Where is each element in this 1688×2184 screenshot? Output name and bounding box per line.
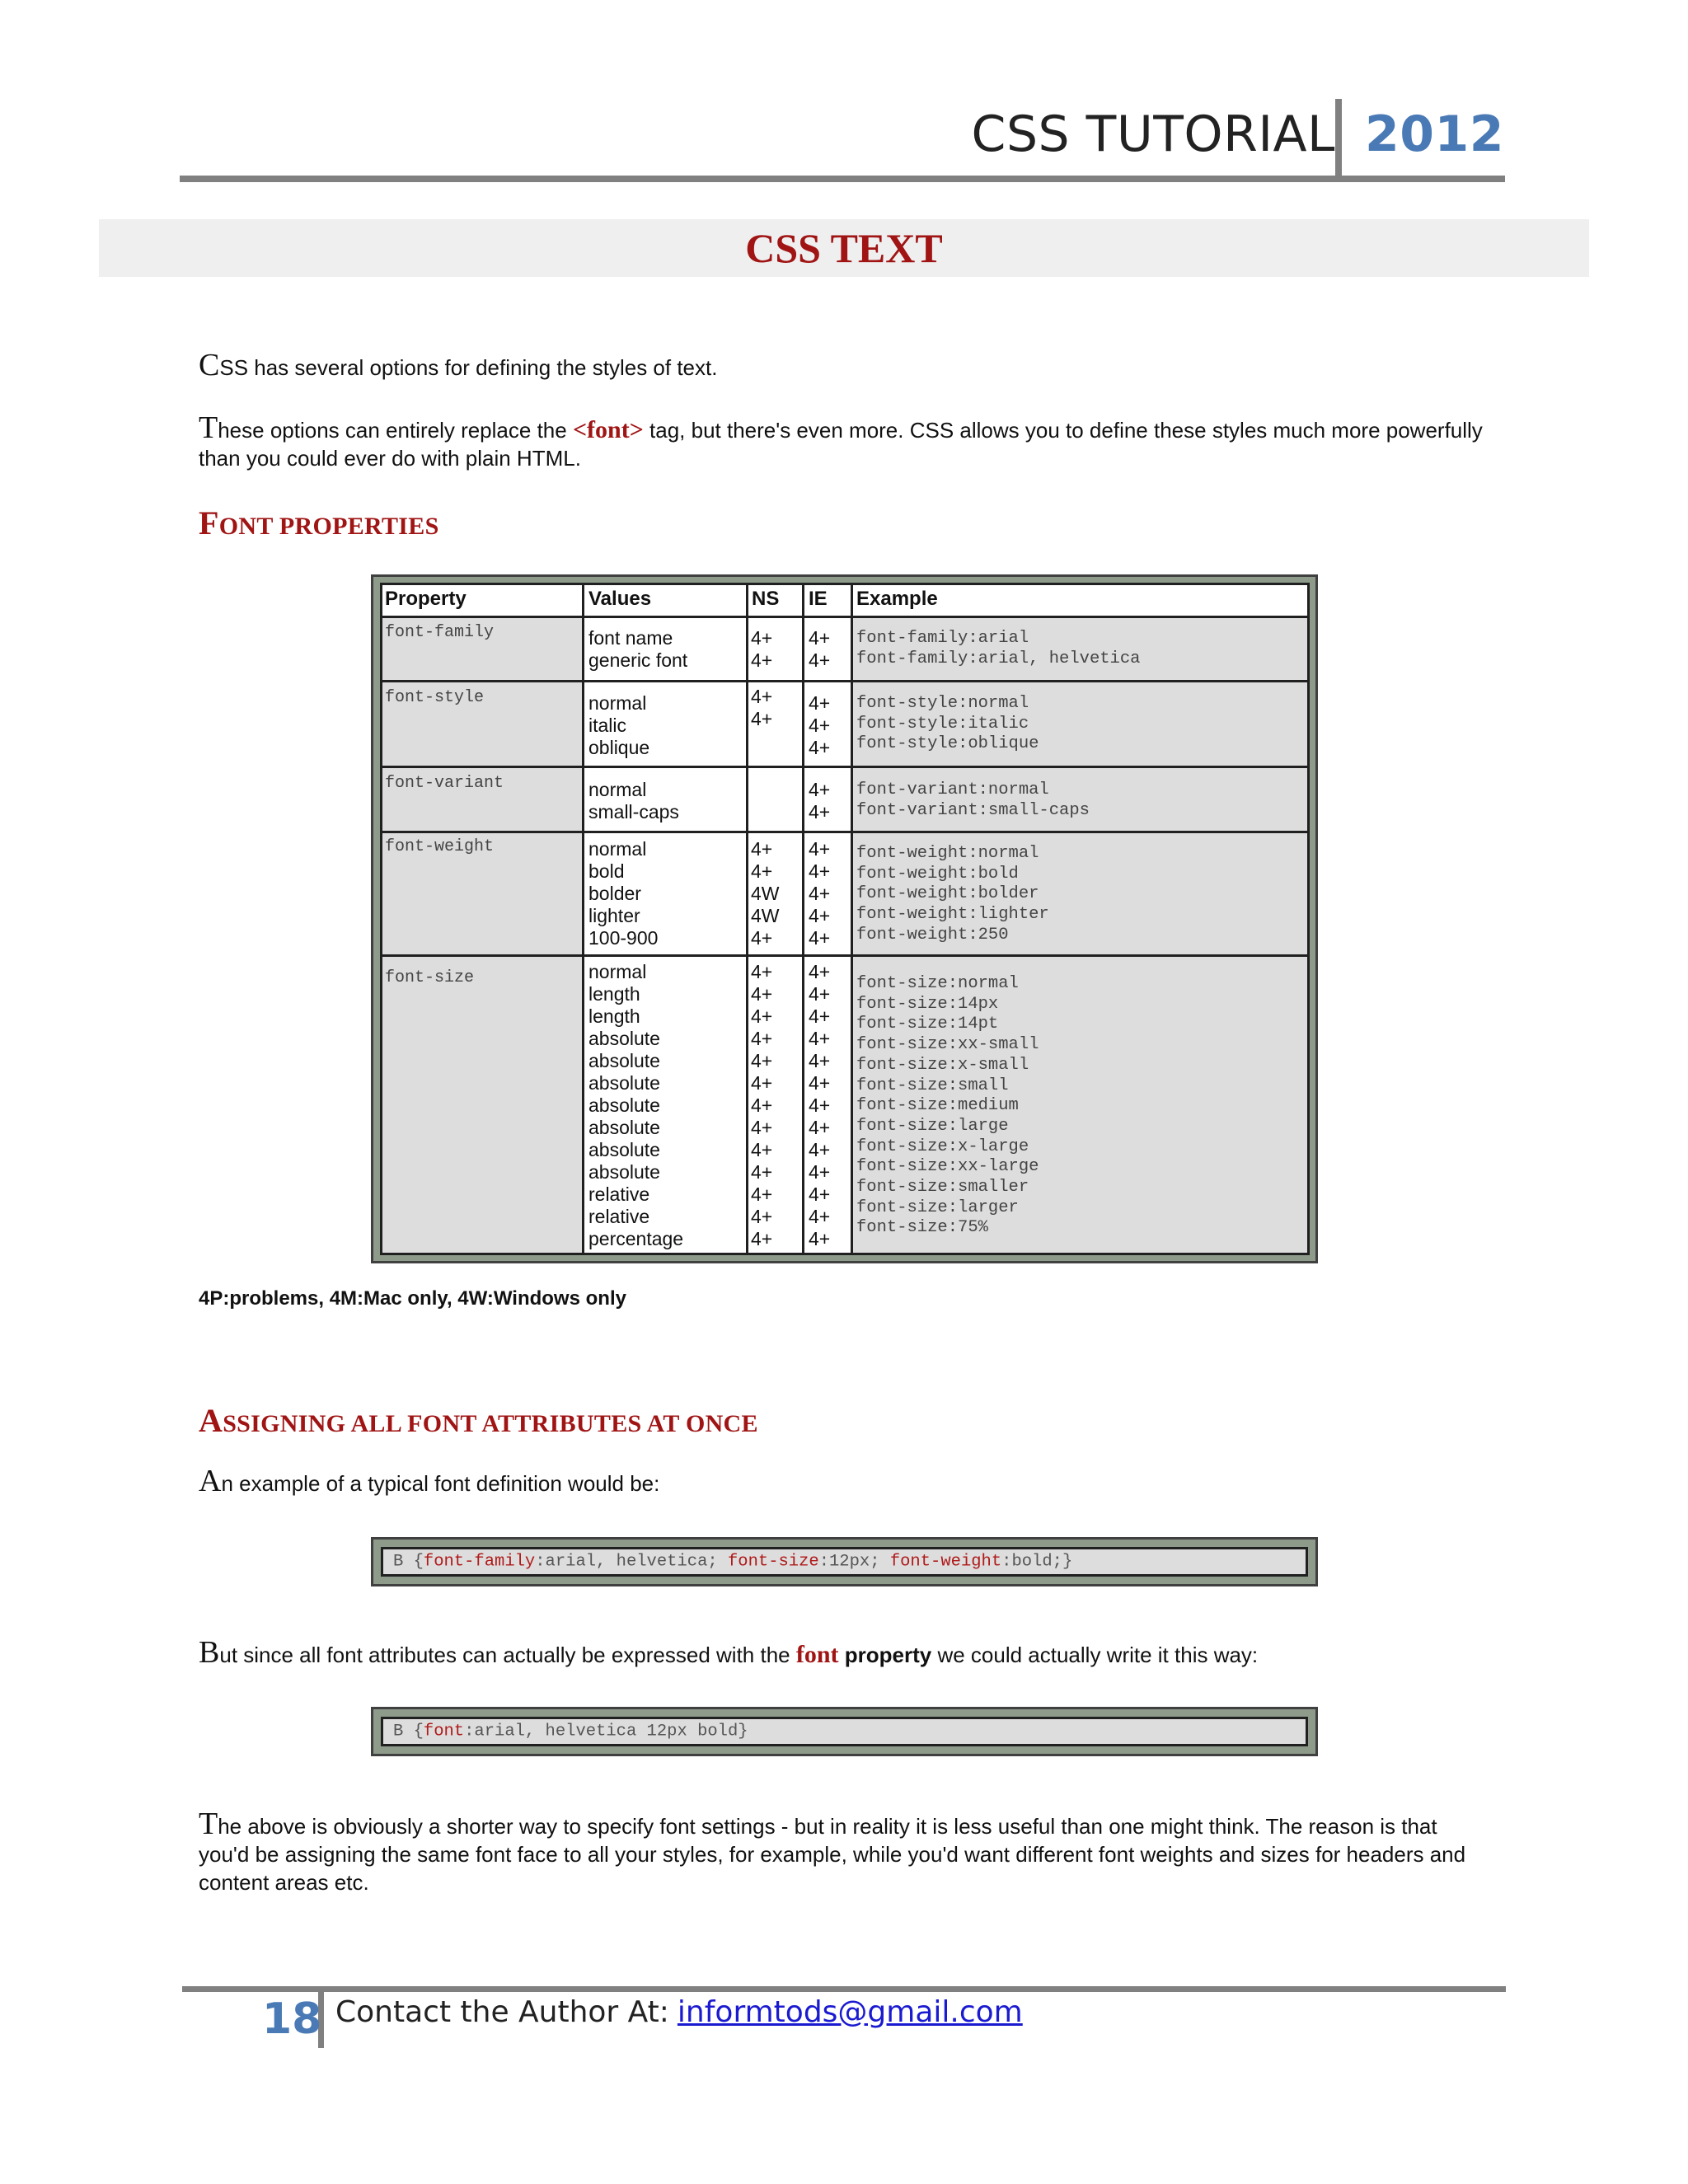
heading-text: SSIGNING ALL FONT ATTRIBUTES AT ONCE [223,1410,758,1437]
table-cell-example: font-family:arial font-family:arial, helvetica [856,629,1141,668]
code-value: :12px; [818,1552,890,1572]
row-divider [380,680,1310,682]
code-line [393,1722,748,1741]
dropcap: C [199,348,220,382]
table-cell-property: font-weight [385,837,495,856]
table-cell-property: font-size [385,968,475,987]
header-year: 2012 [1365,105,1504,163]
paragraph-example-intro [199,1464,1484,1498]
code-keyword: font-size [727,1552,819,1572]
table-cell-example: font-variant:normal font-variant:small-caps [856,780,1090,820]
dropcap: T [199,1807,218,1841]
table-legend: 4P:problems, 4M:Mac only, 4W:Windows only [199,1287,626,1310]
code-value: :arial, helvetica 12px bold} [464,1722,748,1741]
column-divider [802,583,804,1255]
banner-title: CSS TEXT [745,225,943,271]
paragraph-text: SS has several options for defining the styles of text. [219,355,718,380]
row-divider [380,831,1310,833]
dropcap: B [199,1635,220,1670]
table-cell-values: normal length length absolute absolute absolute absolute absolute absolute absolute relative relative percentage [588,961,684,1249]
code-example-inner [381,1717,1308,1746]
table-cell-ns: 4+ 4+ 4W 4W 4+ [751,838,780,949]
column-divider [851,583,853,1255]
table-cell-ns: 4+ 4+ [751,627,773,671]
table-cell-example: font-size:normal font-size:14px font-size:14pt font-size:xx-small font-size:x-small font-size:small font-size:medium font-size:large font-size:x-large font-size:xx-large font-size:smaller font-size:larger font-size:75% [856,974,1039,1238]
table-cell-ie: 4+ 4+ 4+ [809,692,831,758]
bold-text: property [838,1643,932,1667]
table-cell-values: normal small-caps [588,779,679,823]
column-header-property: Property [385,588,467,610]
section-heading-assigning-fonts [199,1401,758,1440]
code-value: :arial, helvetica; [535,1552,728,1572]
page-number: 18 [262,1994,322,2044]
code-example-box [371,1537,1318,1586]
column-header-example: Example [856,588,938,610]
paragraph-text: hese options can entirely replace the [218,418,573,443]
dropcap: A [199,1464,222,1498]
table-cell-property: font-style [385,688,485,707]
code-keyword: font-family [423,1552,536,1572]
header-title: CSS TUTORIAL [971,105,1335,163]
paragraph-text: we could actually write it this way: [931,1643,1259,1667]
paragraph-conclusion [199,1807,1484,1896]
section-banner [99,219,1589,277]
table-cell-values: normal bold bolder lighter 100-900 [588,838,659,949]
column-header-values: Values [588,588,652,610]
code-example-box [371,1707,1318,1756]
table-cell-ie: 4+ 4+ 4+ 4+ 4+ 4+ 4+ 4+ 4+ 4+ 4+ 4+ 4+ [809,961,831,1249]
section-heading-font-properties [199,504,439,542]
code-value: :bold;} [1001,1552,1073,1572]
table-cell-values: font name generic font [588,627,688,671]
table-cell-property: font-family [385,623,495,642]
footer-rule [182,1986,1506,1992]
table-cell-ns: 4+ 4+ 4+ 4+ 4+ 4+ 4+ 4+ 4+ 4+ 4+ 4+ 4+ [751,961,773,1249]
intro-paragraph-1 [199,348,1484,382]
table-cell-ie: 4+ 4+ [809,779,831,823]
code-line [393,1553,1072,1572]
dropcap: T [199,410,218,445]
font-property-keyword: font [795,1641,839,1668]
author-email-link[interactable]: informtods@gmail.com [677,1995,1023,2029]
heading-cap: A [199,1402,223,1439]
heading-text: ONT PROPERTIES [218,513,439,540]
code-selector: B { [393,1722,424,1741]
contact-label: Contact the Author At: [335,1995,669,2029]
table-cell-ie: 4+ 4+ [809,627,831,671]
paragraph-text: n example of a typical font definition would be: [221,1471,660,1496]
code-selector: B { [393,1552,424,1572]
header-rule [180,176,1505,182]
table-header-row [382,585,1307,616]
paragraph-shorthand [199,1635,1484,1670]
table-cell-ie: 4+ 4+ 4+ 4+ 4+ [809,838,831,949]
font-tag-keyword: <font> [572,416,644,443]
row-divider [380,766,1310,768]
code-keyword: font-weight [889,1552,1002,1572]
header-divider-vertical [1335,99,1342,178]
table-cell-example: font-style:normal font-style:italic font-style:oblique [856,694,1039,754]
code-example-inner [381,1547,1308,1577]
column-header-ie: IE [809,588,828,610]
document-header-title [972,105,1504,163]
table-cell-property: font-variant [385,774,504,793]
table-cell-ns: 4+ 4+ [751,686,773,729]
table-cell-example: font-weight:normal font-weight:bold font-weight:bolder font-weight:lighter font-weight:250 [856,844,1049,944]
code-keyword: font [423,1722,465,1741]
paragraph-text: tag, but there's even more. CSS allows you to define these styles much more powerfully than you could ever do with plain HTML. [199,418,1483,471]
row-divider [380,954,1310,957]
intro-paragraph-2 [199,410,1484,472]
heading-cap: F [199,504,219,541]
paragraph-text: he above is obviously a shorter way to specify font settings - but in reality it is less useful than one might think. The reason is that you'd be assigning the same font face to all your styles, for example, while you'd want different font weights and sizes for headers and content areas etc. [199,1814,1466,1895]
paragraph-text: ut since all font attributes can actually be expressed with the [219,1643,796,1667]
table-cell-values: normal italic oblique [588,692,650,758]
column-divider [582,583,584,1255]
footer-contact [335,1995,1023,2029]
column-header-ns: NS [752,588,780,610]
column-divider [746,583,748,1255]
row-divider [380,616,1310,618]
